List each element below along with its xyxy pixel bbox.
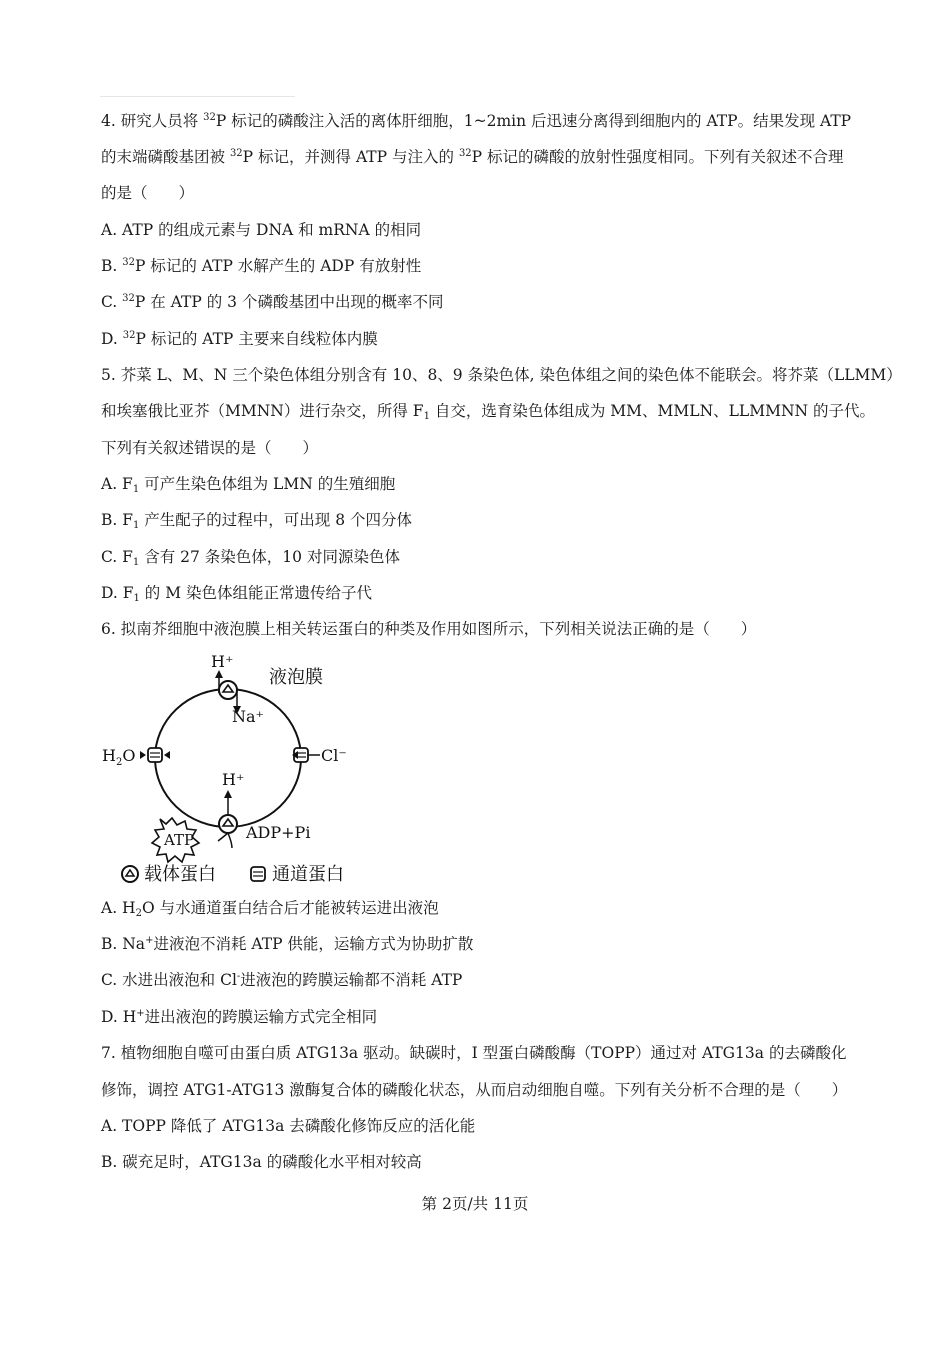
q7-option-a: A. TOPP 降低了 ATG13a 去磷酸化修饰反应的活化能 (101, 1117, 476, 1135)
left-channel-protein-icon (140, 748, 170, 762)
na-plus-label: Na⁺ (232, 707, 264, 726)
q4-option-d: D. $^{32}$P 标记的 ATP 主要来自线粒体内膜 (101, 330, 378, 348)
q6-option-d: D. H+进出液泡的跨膜运输方式完全相同 (101, 1008, 378, 1026)
legend-carrier-label: 载体蛋白 (144, 864, 216, 885)
q5-stem-line-1: 5. 芥菜 L、M、N 三个染色体组分别含有 10、8、9 条染色体, 染色体组之间的染色体不能联会。将芥菜（LLMM） (101, 366, 902, 384)
q6-option-a: A. $H_2O$ 与水通道蛋白结合后才能被转运进出液泡 (101, 899, 439, 919)
q6-option-c: C. 水进出液泡和 Cl-进液泡的跨膜运输都不消耗 ATP (101, 971, 463, 989)
q5-option-d: D. $F_1$ 的 M 染色体组能正常遗传给子代 (101, 584, 373, 604)
q6-stem: 6. 拟南芥细胞中液泡膜上相关转运蛋白的种类及作用如图所示，下列相关说法正确的是（ ） (101, 620, 757, 638)
h-plus-top-label: H⁺ (211, 652, 234, 671)
q7-stem-line-1: 7. 植物细胞自噬可由蛋白质 ATG13a 驱动。缺碳时，I 型蛋白磷酸酶（TOPP）通过对 ATG13a 的去磷酸化 (101, 1044, 847, 1062)
q5-stem-line-3: 下列有关叙述错误的是（ ） (101, 439, 319, 457)
q4-stem-line-2: 的末端磷酸基团被 $^{32}$P 标记，并测得 ATP 与注入的 $^{32}$P 标记的磷酸的放射性强度相同。下列有关叙述不合理 (101, 148, 844, 166)
q5-option-c: C. $F_1$ 含有 27 条染色体，10 对同源染色体 (101, 548, 400, 568)
bottom-carrier-protein-icon (218, 790, 237, 848)
h-plus-bottom-label: H⁺ (222, 770, 245, 789)
q5-stem-line-2: 和埃塞俄比亚芥（MMNN）进行杂交，所得 $F_1$ 自交，选育染色体组成为 MM、MMLN、LLMMNN 的子代。 (101, 402, 876, 422)
right-channel-protein-icon (292, 748, 320, 762)
q5-option-b: B. $F_1$ 产生配子的过程中，可出现 8 个四分体 (101, 511, 413, 531)
q4-stem-line-3: 的是（ ） (101, 184, 195, 202)
q4-stem-line-1: 4. 研究人员将 $^{32}$P 标记的磷酸注入活的离体肝细胞，1~2min 后迅速分离得到细胞内的 ATP。结果发现 ATP (101, 112, 852, 130)
legend-channel-label: 通道蛋白 (272, 864, 344, 885)
carrier-protein-legend-icon (122, 866, 138, 882)
q4-option-c: C. $^{32}$P 在 ATP 的 3 个磷酸基团中出现的概率不同 (101, 293, 444, 311)
adp-pi-label: ADP+Pi (246, 823, 311, 842)
q4-option-a: A. ATP 的组成元素与 DNA 和 mRNA 的相同 (101, 221, 422, 239)
q4-option-b: B. $^{32}$P 标记的 ATP 水解产生的 ADP 有放射性 (101, 257, 422, 275)
header-rule (100, 96, 295, 97)
page-number: 第 2页/共 11页 (421, 1195, 529, 1213)
cl-minus-label: Cl⁻ (321, 746, 347, 765)
h2o-label: $H_2O$ (102, 746, 136, 768)
q7-option-b: B. 碳充足时，ATG13a 的磷酸化水平相对较高 (101, 1153, 422, 1171)
q6-option-b: B. Na+进液泡不消耗 ATP 供能，运输方式为协助扩散 (101, 935, 474, 953)
atp-label: ATP (164, 831, 195, 849)
q7-stem-line-2: 修饰，调控 ATG1-ATG13 激酶复合体的磷酸化状态，从而启动细胞自噬。下列有关分析不合理的是（ ） (101, 1081, 848, 1099)
vacuole-membrane-diagram (100, 648, 370, 888)
membrane-label: 液泡膜 (269, 667, 323, 688)
channel-protein-legend-icon (251, 867, 265, 881)
q5-option-a: A. $F_1$ 可产生染色体组为 LMN 的生殖细胞 (101, 475, 396, 495)
